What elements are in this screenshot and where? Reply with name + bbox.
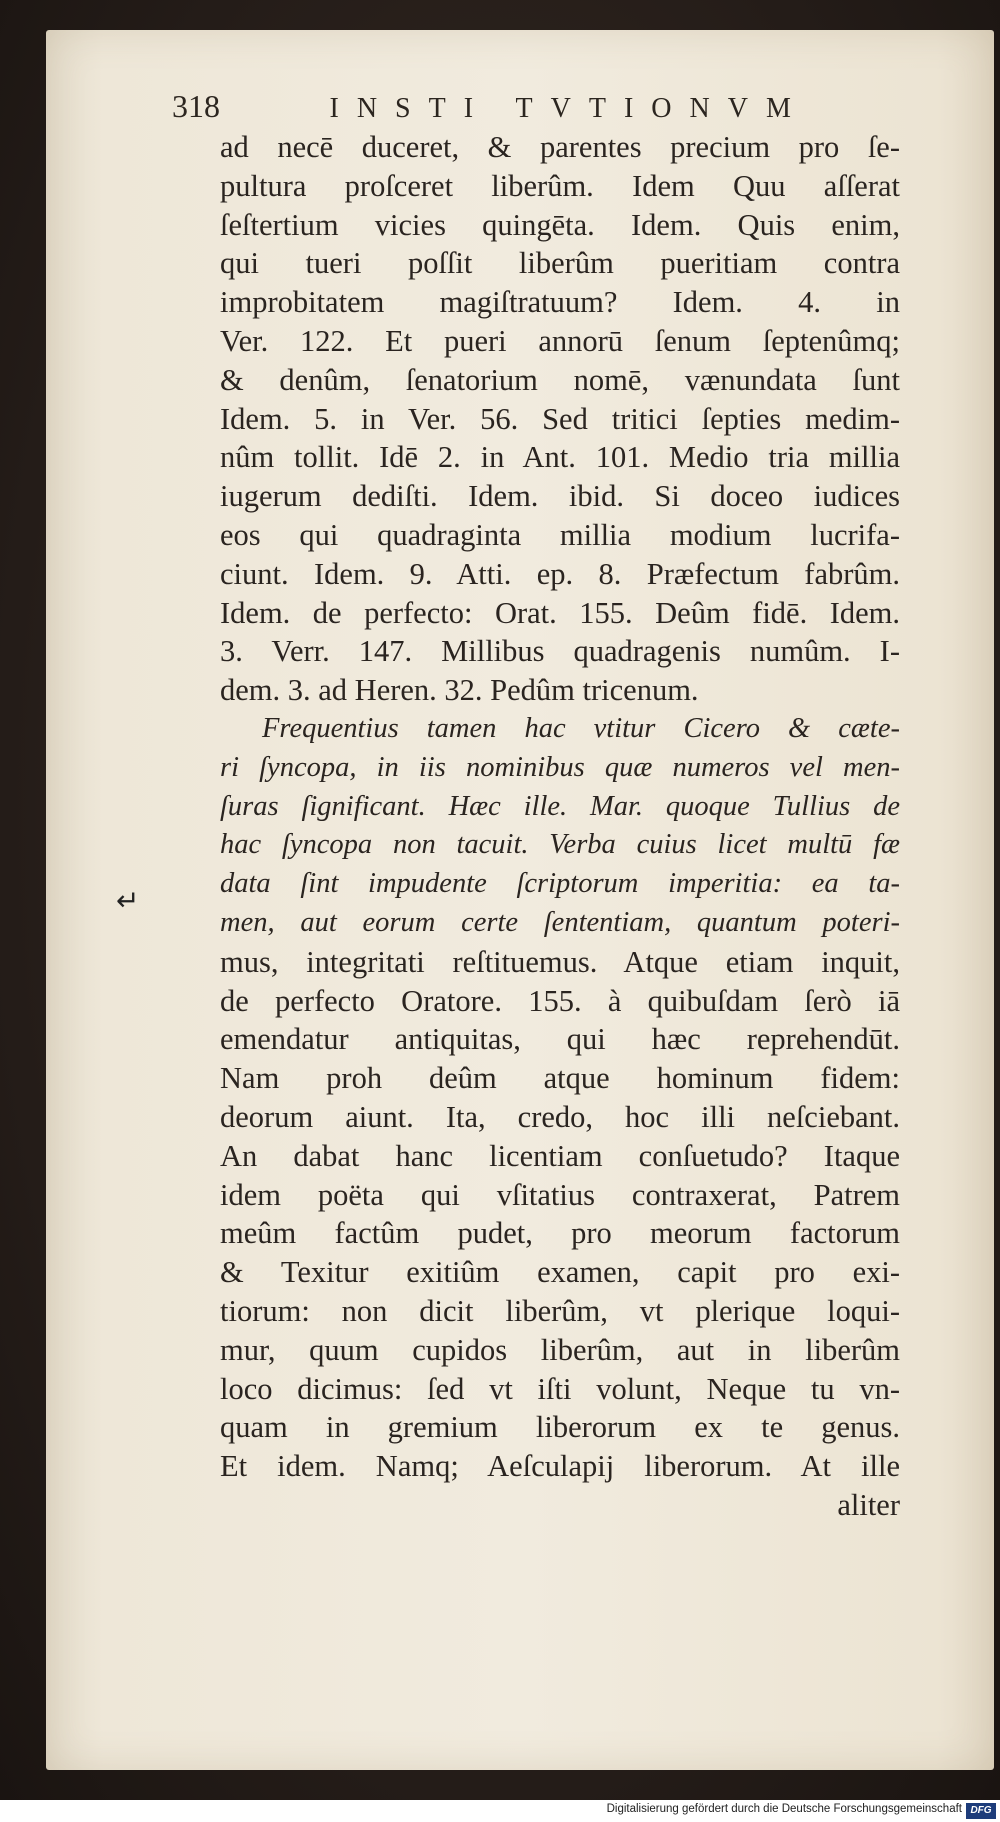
text-line: data ſint impudente ſcriptorum imperitia: ea ta- (220, 868, 900, 900)
text-line: 3. Verr. 147. Millibus quadragenis numûm. I- (220, 634, 900, 669)
text-line: eos qui quadraginta millia modium lucrifa- (220, 517, 900, 552)
text-line: nûm tollit. Idē 2. in Ant. 101. Medio tria millia (220, 440, 900, 475)
margin-mark: ↵ (116, 886, 140, 917)
text-line: hac ſyncopa non tacuit. Verba cuius licet multū fæ (220, 829, 900, 861)
page-body-text (220, 128, 900, 1525)
text-line: ri ſyncopa, in iis nominibus quæ numeros vel men- (220, 751, 900, 783)
text-line: ad necē duceret, & parentes precium pro ſe- (220, 130, 900, 164)
text-line: deorum aiunt. Ita, credo, hoc illi neſciebant. (220, 1099, 900, 1134)
text-line: aliter (837, 1487, 900, 1522)
text-line: iugerum dediſti. Idem. ibid. Si doceo iudices (220, 479, 900, 514)
text-line: An dabat hanc licentiam conſuetudo? Itaque (220, 1138, 900, 1173)
text-line: Idem. 5. in Ver. 56. Sed tritici ſepties medim- (220, 401, 900, 436)
text-line: Et idem. Namq; Aeſculapij liberorum. At ille (220, 1449, 900, 1484)
text-line: Idem. de perfecto: Orat. 155. Deûm fidē. Idem. (220, 595, 900, 630)
text-line: idem poëta qui vſitatius contraxerat, Patrem (220, 1177, 900, 1212)
text-line: quam in gremium liberorum ex te genus. (220, 1410, 900, 1445)
text-line: loco dicimus: ſed vt iſti volunt, Neque tu vn- (220, 1371, 900, 1406)
text-line: tiorum: non dicit liberûm, vt plerique loqui- (220, 1293, 900, 1328)
text-line: de perfecto Oratore. 155. à quibuſdam ſerò iā (220, 983, 900, 1018)
text-line: dem. 3. ad Heren. 32. Pedûm tricenum. (220, 673, 699, 708)
text-line: Ver. 122. Et pueri annorū ſenum ſeptenûmq; (220, 323, 900, 358)
text-line: ſuras ſignificant. Hæc ille. Mar. quoque Tullius de (220, 790, 900, 822)
text-line: men, aut eorum certe ſententiam, quantum poteri- (220, 906, 900, 938)
text-line: improbitatem magiſtratuum? Idem. 4. in (220, 285, 900, 320)
text-line: mus, integritati reſtituemus. Atque etiam inquit, (220, 944, 900, 979)
text-line: ciunt. Idem. 9. Atti. ep. 8. Præfectum fabrûm. (220, 556, 900, 591)
dfg-logo: DFG (966, 1803, 996, 1819)
text-line: & denûm, ſenatorium nomē, vænundata ſunt (220, 362, 900, 397)
text-line: ſeſtertium vicies quingēta. Idem. Quis enim, (220, 207, 900, 242)
text-line: pultura proſceret liberûm. Idem Quu aſſerat (220, 168, 900, 203)
text-line: meûm factûm pudet, pro meorum factorum (220, 1216, 900, 1251)
page-number: 318 (172, 88, 220, 124)
text-line: Frequentius tamen hac vtitur Cicero & cæte- (262, 712, 900, 744)
text-line: emendatur antiquitas, qui hæc reprehendūt. (220, 1022, 900, 1057)
text-line: qui tueri poſſit liberûm pueritiam contra (220, 246, 900, 281)
running-title: INSTI TVTIONVM (329, 93, 809, 124)
text-line: & Texitur exitiûm examen, capit pro exi- (220, 1255, 900, 1290)
page-header (172, 88, 872, 125)
funding-credit: Digitalisierung gefördert durch die Deutsche Forschungsgemeinschaft (606, 1803, 962, 1815)
text-line: Nam proh deûm atque hominum fidem: (220, 1061, 900, 1096)
text-line: mur, quum cupidos liberûm, aut in liberûm (220, 1332, 900, 1367)
digitization-footer (0, 1800, 1000, 1822)
